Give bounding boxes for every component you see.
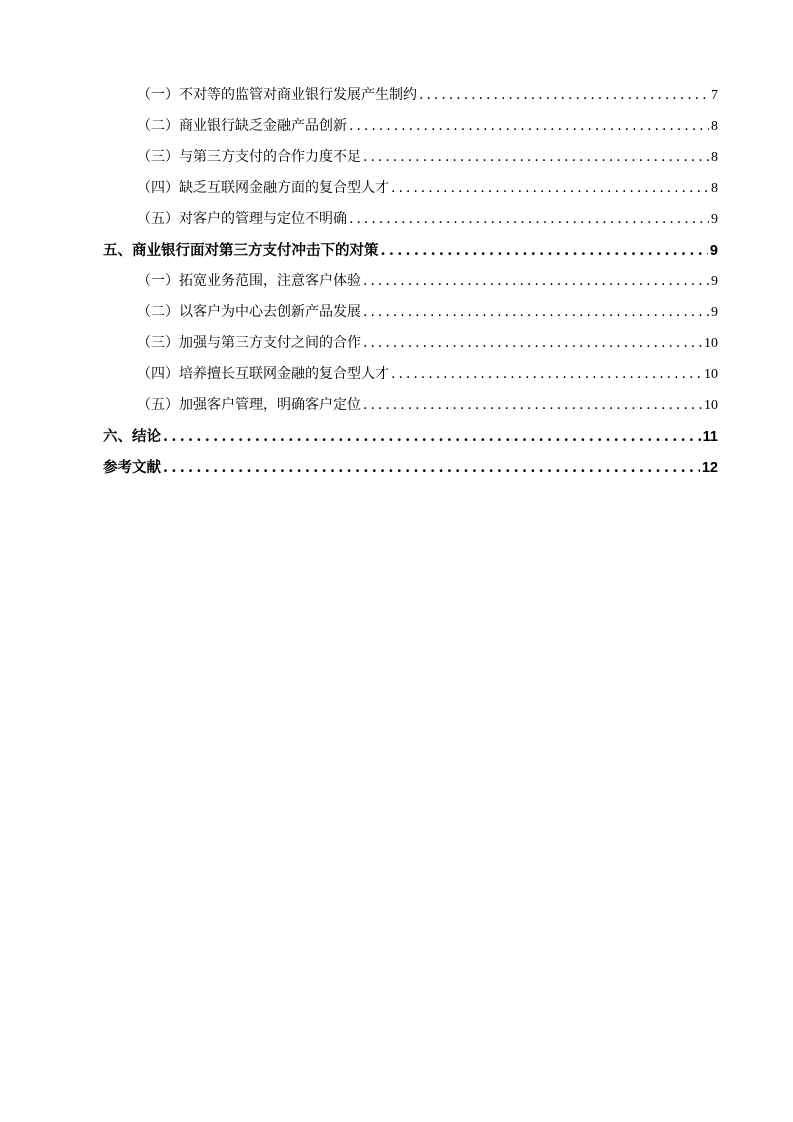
toc-chapter-page: 11 [702, 429, 718, 445]
toc-leader-dots [363, 142, 709, 173]
toc-entry[interactable] [103, 359, 718, 390]
toc-chapter-page: 9 [709, 243, 718, 259]
toc-entry-page: 7 [711, 88, 718, 103]
toc-chapter-entry[interactable] [103, 421, 718, 452]
toc-chapter-page: 12 [701, 460, 718, 476]
toc-entry-page: 9 [711, 274, 718, 289]
toc-entry[interactable] [103, 111, 718, 142]
toc-entry-title: （三）加强与第三方支付之间的合作 [137, 335, 361, 351]
toc-entry[interactable] [103, 204, 718, 235]
toc-leader-dots [391, 359, 702, 390]
toc-entry-page: 8 [711, 119, 718, 134]
toc-entry-title: （五）加强客户管理，明确客户定位 [137, 397, 361, 413]
toc-chapter-title: 五、商业银行面对第三方支付冲击下的对策 [103, 242, 379, 259]
toc-entry-title: （二）商业银行缺乏金融产品创新 [137, 118, 347, 134]
toc-chapter-entry[interactable] [103, 452, 718, 483]
toc-entry-page: 10 [704, 336, 718, 351]
toc-entry-title: （四）培养擅长互联网金融的复合型人才 [137, 366, 389, 382]
toc-entry-page: 8 [711, 150, 718, 165]
toc-leader-dots [363, 328, 702, 359]
toc-entry[interactable] [103, 173, 718, 204]
toc-entry-page: 8 [711, 181, 718, 196]
toc-entry[interactable] [103, 328, 718, 359]
toc-leader-dots [419, 80, 709, 111]
toc-entry-title: （一）不对等的监管对商业银行发展产生制约 [137, 87, 417, 103]
toc-leader-dots [363, 297, 709, 328]
toc-leader-dots [163, 452, 700, 483]
toc-leader-dots [363, 390, 702, 421]
toc-entry[interactable] [103, 390, 718, 421]
toc-entry-page: 10 [704, 398, 718, 413]
toc-entry-title: （一）拓宽业务范围，注意客户体验 [137, 273, 361, 289]
toc-entry-title: （四）缺乏互联网金融方面的复合型人才 [137, 180, 389, 196]
table-of-contents [103, 80, 718, 483]
toc-leader-dots [349, 204, 709, 235]
toc-entry[interactable] [103, 80, 718, 111]
toc-leader-dots [363, 266, 709, 297]
toc-entry-title: （五）对客户的管理与定位不明确 [137, 211, 347, 227]
toc-entry[interactable] [103, 142, 718, 173]
toc-leader-dots [349, 111, 709, 142]
toc-leader-dots [381, 235, 708, 266]
toc-chapter-entry[interactable] [103, 235, 718, 266]
toc-entry-title: （三）与第三方支付的合作力度不足 [137, 149, 361, 165]
toc-chapter-title: 参考文献 [103, 459, 161, 476]
toc-entry[interactable] [103, 297, 718, 328]
toc-leader-dots [163, 421, 701, 452]
toc-entry-title: （二）以客户为中心去创新产品发展 [137, 304, 361, 320]
toc-entry-page: 9 [711, 305, 718, 320]
toc-entry[interactable] [103, 266, 718, 297]
toc-entry-page: 10 [704, 367, 718, 382]
toc-leader-dots [391, 173, 709, 204]
toc-entry-page: 9 [711, 212, 718, 227]
toc-chapter-title: 六、结论 [103, 428, 161, 445]
